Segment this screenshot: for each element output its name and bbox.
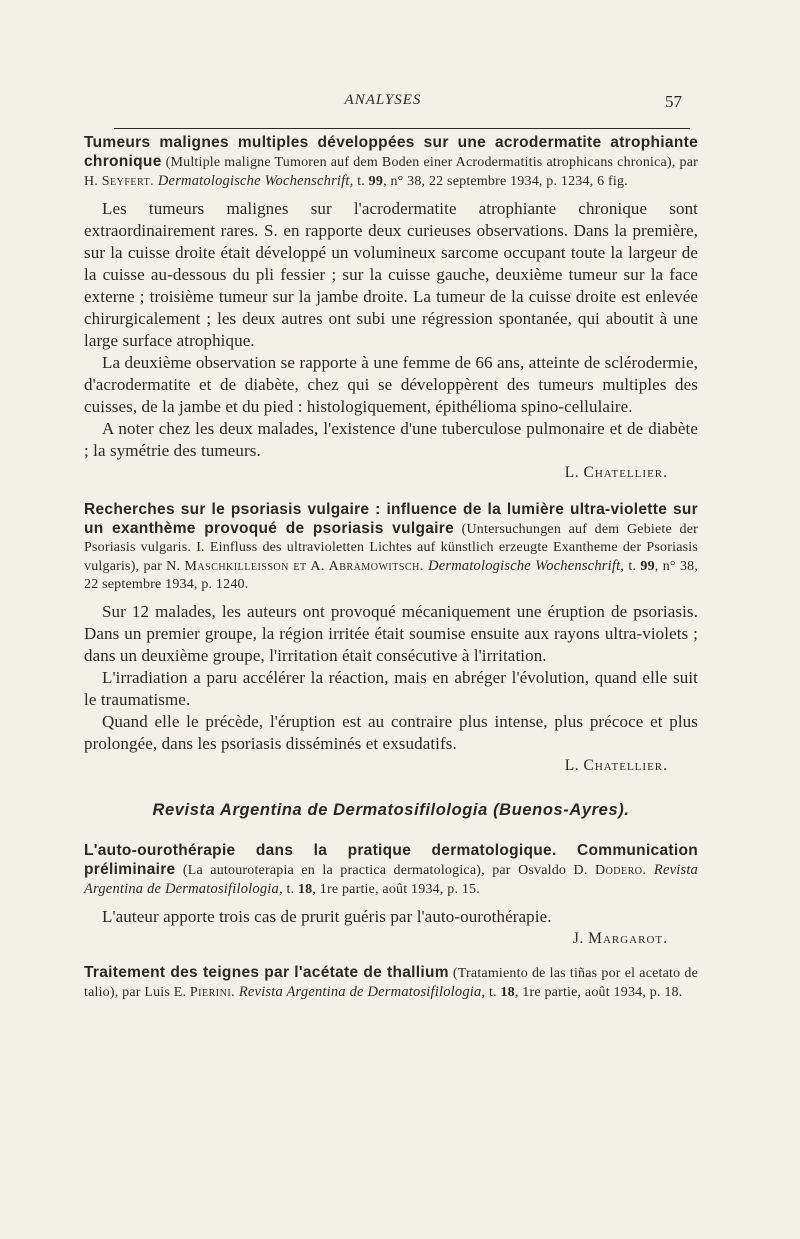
- page-number: 57: [665, 92, 682, 111]
- article-ref: , 1re partie, août 1934, p. 18.: [514, 985, 683, 1000]
- signature-initial: J.: [572, 930, 584, 947]
- section-title: Revista Argentina de Dermatosifilologia (Buenos-Ayres).: [152, 801, 630, 819]
- article-paragraph: A noter chez les deux malades, l'existence d'une tuberculose pulmonaire et de diabète ; la symétrie des tumeurs.: [84, 419, 698, 460]
- signature-name: Margarot.: [588, 930, 668, 947]
- header-rule: [114, 128, 690, 129]
- article-volume: 18: [297, 882, 313, 897]
- signature-initial: L.: [564, 757, 580, 774]
- article-ref: , n° 38, 22 septembre 1934, p. 1234, 6 fig.: [383, 174, 628, 189]
- article-signature: [84, 928, 698, 950]
- article-signature: [84, 755, 698, 777]
- article-author: Maschkilleisson et A. Abramowitsch.: [184, 559, 424, 574]
- article-signature: [84, 462, 698, 484]
- article-ref-prefix: t.: [286, 882, 295, 897]
- article-ref-prefix: t.: [357, 174, 365, 189]
- article-subtitle: (La autouroterapia en la practica dermatologica), par Osvaldo D.: [182, 863, 588, 878]
- article-3: [84, 842, 698, 950]
- running-title: ANALYSES: [344, 92, 422, 108]
- article-ref-prefix: t.: [628, 559, 637, 574]
- article-journal: Dermatologische Wochenschrift,: [428, 558, 625, 574]
- article-heading: [84, 964, 698, 1002]
- article-heading: [84, 501, 698, 594]
- article-title: Tumeurs malignes multiples développées sur une acrodermatite atrophiante chronique: [84, 134, 698, 170]
- article-heading: [84, 134, 698, 191]
- article-paragraph: La deuxième observation se rapporte à une femme de 66 ans, atteinte de sclérodermie, d'acrodermatite et de diabète, chez qui se développèrent des tumeurs multiples des cuisses, de la jambe et du pied : histologiquement, épithélioma spino-cellulaire.: [84, 353, 698, 416]
- article-journal: Revista Argentina de Dermatosifilologia,: [238, 984, 486, 1000]
- article-2: [84, 501, 698, 777]
- article-subtitle: (Tratamiento de las tiñas por el acetato de talio), par Luis E.: [84, 966, 698, 1000]
- article-title: L'auto-ourothérapie dans la pratique dermatologique. Communication préliminaire: [84, 842, 698, 878]
- article-paragraph: L'irradiation a paru accélérer la réaction, mais en abréger l'évolution, quand elle suit le traumatisme.: [84, 668, 698, 709]
- article-title: Traitement des teignes par l'acétate de thallium: [84, 964, 449, 981]
- article-journal: Revista Argentina de Dermatosifilologia,: [84, 862, 699, 897]
- article-title: Recherches sur le psoriasis vulgaire : influence de la lumière ultra-violette sur un exanthème provoqué de psoriasis vulgaire: [84, 501, 698, 537]
- article-ref-prefix: t.: [488, 985, 497, 1000]
- page-content: [84, 134, 698, 1009]
- article-subtitle: (Multiple maligne Tumoren auf dem Boden einer Acrodermatitis atrophicans chronica), par H.: [84, 155, 698, 189]
- article-journal: Dermatologische Wochenschrift,: [157, 173, 354, 189]
- article-ref: , n° 38, 22 septembre 1934, p. 1240.: [84, 559, 699, 592]
- article-subtitle: (Untersuchungen auf dem Gebiete der Psoriasis vulgaris. I. Einfluss des ultravioletten Lichtes auf künstlich erzeugte Exantheme der Psoriasis vulgaris), par N.: [84, 522, 698, 574]
- article-paragraph: Les tumeurs malignes sur l'acrodermatite atrophiante chronique sont extraordinairement rares. S. en rapporte deux curieuses observations. Dans la première, sur la cuisse droite était développé un volumineux sarcome occupant toute la largeur de la cuisse au-dessous du pli fessier ; sur la cuisse gauche, deuxième tumeur sur la face externe ; troisième tumeur sur la jambe droite. La tumeur de la cuisse droite est enlevée chirurgicalement ; les deux autres ont subi une régression spontanée, qui aboutit à une large surface atrophique.: [84, 199, 698, 350]
- signature-initial: L.: [564, 464, 580, 481]
- article-volume: 99: [640, 559, 655, 574]
- page-header: [84, 92, 682, 118]
- article-author: Dodero.: [594, 863, 647, 878]
- article-volume: 99: [368, 174, 384, 189]
- article-author: Pierini.: [189, 985, 236, 1000]
- article-paragraph: Quand elle le précède, l'éruption est au contraire plus intense, plus précoce et plus prolongée, dans les psoriasis disséminés et exsudatifs.: [84, 712, 698, 753]
- article-volume: 18: [500, 985, 515, 1000]
- article-heading: [84, 842, 698, 899]
- article-author: Seyfert.: [101, 174, 155, 189]
- article-ref: , 1re partie, août 1934, p. 15.: [312, 882, 480, 897]
- article-paragraph: L'auteur apporte trois cas de prurit guéris par l'auto-ourothérapie.: [102, 907, 552, 926]
- article-paragraph: Sur 12 malades, les auteurs ont provoqué mécaniquement une éruption de psoriasis. Dans un premier groupe, la région irritée était soumise ensuite aux rayons ultra-violets ; dans un deuxième groupe, l'irritation était consécutive à l'irritation.: [84, 602, 698, 665]
- article-4: [84, 964, 698, 1002]
- signature-name: Chatellier.: [583, 757, 668, 774]
- signature-name: Chatellier.: [583, 464, 668, 481]
- article-1: [84, 134, 698, 484]
